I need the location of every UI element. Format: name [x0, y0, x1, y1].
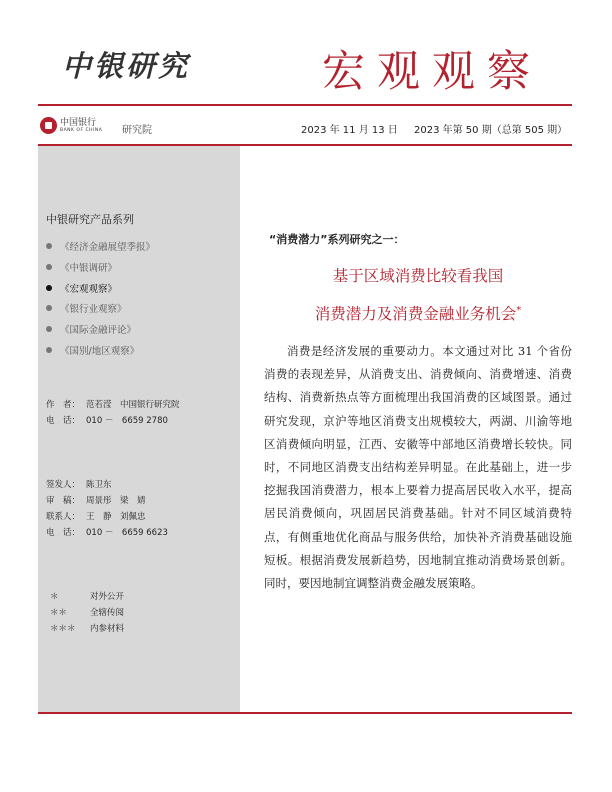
series-item-label: 《国际金融评论》 [60, 325, 137, 337]
contact-label: 联系人： [46, 512, 81, 522]
level-text: 内参材料 [90, 624, 125, 634]
phone-label: 电 话： [46, 528, 81, 538]
series-item [46, 339, 155, 360]
level-text: 对外公开 [90, 592, 125, 602]
series-item-label: 《国别/地区观察》 [60, 345, 140, 357]
publish-date: 2023 年 11 月 13 日 [301, 125, 398, 136]
series-item [46, 257, 155, 278]
bullet-icon [46, 326, 52, 332]
brand-calligraphy-logo: 中银研究 [62, 49, 191, 83]
level-mark: ＊ [50, 592, 59, 602]
series-item-current [46, 277, 155, 298]
phone-line [46, 414, 168, 426]
level-mark: ＊＊ [50, 608, 68, 618]
footnote-mark: * [516, 304, 522, 316]
bullet-icon [46, 305, 52, 311]
phone-label: 电 话： [46, 416, 81, 426]
phone-value: 010 － 6659 2780 [86, 416, 168, 426]
level-line [50, 590, 124, 602]
bottom-divider [38, 712, 572, 714]
boc-logo-icon [40, 117, 57, 134]
logo-name-cn: 中国银行 [60, 118, 97, 128]
reviewer-line [46, 494, 146, 506]
article-title-text: 消费潜力及消费金融业务机会 [314, 305, 517, 323]
series-item [46, 298, 155, 319]
level-line [50, 622, 124, 634]
series-item-label: 《宏观观察》 [60, 283, 118, 295]
level-mark: ＊＊＊ [50, 624, 76, 634]
series-item [46, 236, 155, 257]
author-value: 范若滢 中国银行研究院 [86, 400, 180, 410]
series-list [46, 236, 155, 360]
bullet-icon [46, 243, 52, 249]
bullet-icon [46, 285, 52, 291]
bullet-icon [46, 264, 52, 270]
page-title: 宏观观察 [322, 47, 542, 97]
bullet-icon [46, 347, 52, 353]
top-divider [38, 104, 572, 106]
series-item [46, 319, 155, 340]
logo-name-en: BANK OF CHINA [60, 128, 103, 133]
author-line [46, 398, 180, 410]
article-title-line1: 基于区域消费比较看我国 [332, 267, 504, 285]
reviewer-label: 审 稿： [46, 496, 81, 506]
signer-line [46, 478, 112, 490]
issue-number: 2023 年第 50 期（总第 505 期） [414, 125, 568, 136]
article-title-line2 [264, 302, 572, 324]
level-line [50, 606, 124, 618]
series-title: 中银研究产品系列 [46, 213, 134, 226]
reviewer-value: 周景彤 梁 婧 [86, 496, 146, 506]
institute-label: 研究院 [122, 125, 152, 136]
phone-value: 010 － 6659 6623 [86, 528, 168, 538]
phone-line [46, 526, 168, 538]
contact-value: 王 静 刘佩忠 [86, 512, 146, 522]
abstract-paragraph: 消费是经济发展的重要动力。本文通过对比 31 个省份消费的表现差异，从消费支出、消费倾向、消费增速、消费结构、消费新热点等方面梳理出我国消费的区域图景。通过研究发现，京沪等地区消费支出规模较大，两湖、川渝等地区消费倾向明显，江西、安徽等中部地区消费增长较快。同时，不同地区消费支出结构差异明显。在此基础上，进一步挖掘我国消费潜力，根本上要着力提高居民收入水平，提高居民消费倾向，巩固居民消费基础。针对不同区域消费特点，有侧重地优化商品与服务供给，加快补齐消费基础设施短板。根据消费发展新趋势，因地制宜推动消费场景创新。同时，要因地制宜调整消费金融发展策略。 [264, 344, 572, 591]
level-text: 全辖传阅 [90, 608, 125, 618]
signer-label: 签发人： [46, 480, 81, 490]
contact-line [46, 510, 146, 522]
author-label: 作 者： [46, 400, 81, 410]
series-item-label: 《银行业观察》 [60, 304, 127, 316]
series-item-label: 《经济金融展望季报》 [60, 242, 156, 254]
series-intro: “消费潜力”系列研究之一： [269, 233, 405, 246]
signer-value: 陈卫东 [86, 480, 112, 490]
series-item-label: 《中银调研》 [60, 263, 118, 275]
